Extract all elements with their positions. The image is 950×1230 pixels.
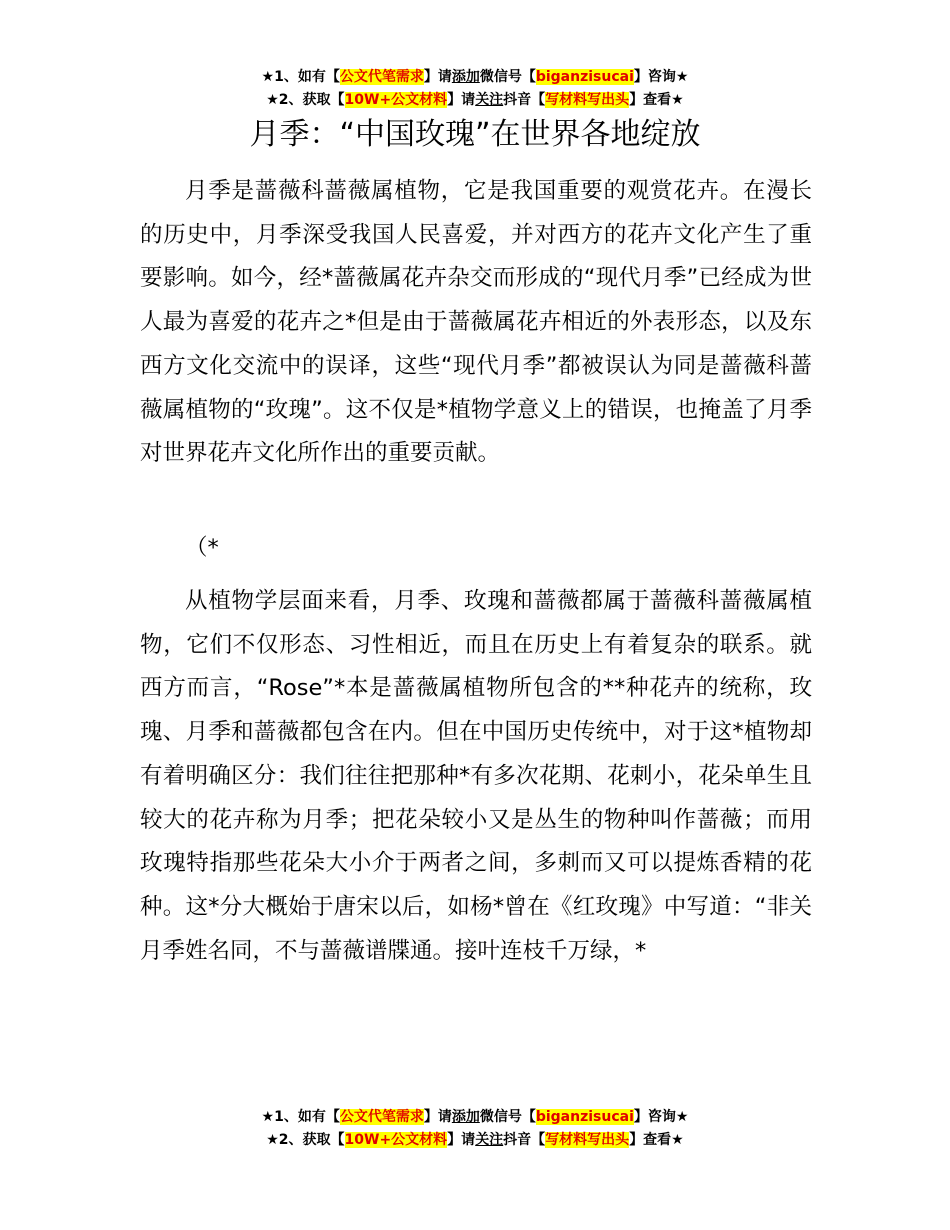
banner-text: 】查看★ [629, 1132, 684, 1148]
banner-highlight: 10W+公文材料 [344, 92, 448, 108]
header-banner [0, 66, 950, 112]
paragraph: （* [185, 535, 219, 561]
body-section-1 [140, 170, 812, 476]
banner-highlight: biganzisucai [535, 69, 634, 85]
banner-line-1 [0, 1106, 950, 1129]
banner-text: 】请 [447, 1132, 476, 1148]
banner-emphasis: 添加 [451, 1109, 480, 1125]
footer-banner [0, 1106, 950, 1152]
banner-text: ★2、获取【 [266, 92, 345, 108]
banner-emphasis: 添加 [451, 69, 480, 85]
paragraph: 月季是蔷薇科蔷薇属植物，它是我国重要的观赏花卉。在漫长的历史中，月季深受我国人民喜爱，并对西方的花卉文化产生了重要影响。如今，经*蔷薇属花卉杂交而形成的“现代月季”已经成为世人最为喜爱的花卉之*但是由于蔷薇属花卉相近的外表形态，以及东西方文化交流中的误译，这些“现代月季”都被误认为同是蔷薇科蔷薇属植物的“玫瑰”。这不仅是*植物学意义上的错误，也掩盖了月季对世界花卉文化所作出的重要贡献。 [140, 178, 812, 467]
banner-emphasis: 关注 [475, 1132, 504, 1148]
banner-text: ★1、如有【 [261, 1109, 340, 1125]
banner-highlight: 10W+公文材料 [344, 1132, 448, 1148]
banner-text: ★2、获取【 [266, 1132, 345, 1148]
banner-text: 】咨询★ [633, 1109, 689, 1125]
banner-text: 抖音【 [503, 92, 546, 108]
body-section-3 [140, 580, 812, 973]
banner-highlight: biganzisucai [535, 1109, 634, 1125]
banner-text: ★1、如有【 [261, 69, 340, 85]
body-section-2 [140, 527, 812, 571]
banner-text: 微信号【 [479, 1109, 536, 1125]
banner-line-2 [0, 89, 950, 112]
banner-highlight: 写材料写出头 [545, 92, 630, 108]
paragraph: 从植物学层面来看，月季、玫瑰和蔷薇都属于蔷薇科蔷薇属植物，它们不仅形态、习性相近，而且在历史上有着复杂的联系。就西方而言，“Rose”*本是蔷薇属植物所包含的**种花卉的统称，玫瑰、月季和蔷薇都包含在内。但在中国历史传统中，对于这*植物却有着明确区分：我们往往把那种*有多次花期、花刺小，花朵单生且较大的花卉称为月季；把花朵较小又是丛生的物种叫作蔷薇；而用玫瑰特指那些花朵大小介于两者之间，多刺而又可以提炼香精的花种。这*分大概始于唐宋以后，如杨*曾在《红玫瑰》中写道：“非关月季姓名同，不与蔷薇谱牒通。接叶连枝千万绿，* [140, 588, 812, 964]
banner-line-1 [0, 66, 950, 89]
banner-text: 】查看★ [629, 92, 684, 108]
banner-text: 微信号【 [479, 69, 536, 85]
banner-text: 】请 [423, 1109, 452, 1125]
banner-line-2 [0, 1129, 950, 1152]
banner-highlight: 公文代笔需求 [339, 69, 424, 85]
banner-highlight: 公文代笔需求 [339, 1109, 424, 1125]
banner-text: 抖音【 [503, 1132, 546, 1148]
banner-text: 】请 [423, 69, 452, 85]
banner-highlight: 写材料写出头 [545, 1132, 630, 1148]
banner-text: 】咨询★ [633, 69, 689, 85]
document-title: 月季：“中国玫瑰”在世界各地绽放 [249, 117, 701, 152]
banner-emphasis: 关注 [475, 92, 504, 108]
banner-text: 】请 [447, 92, 476, 108]
